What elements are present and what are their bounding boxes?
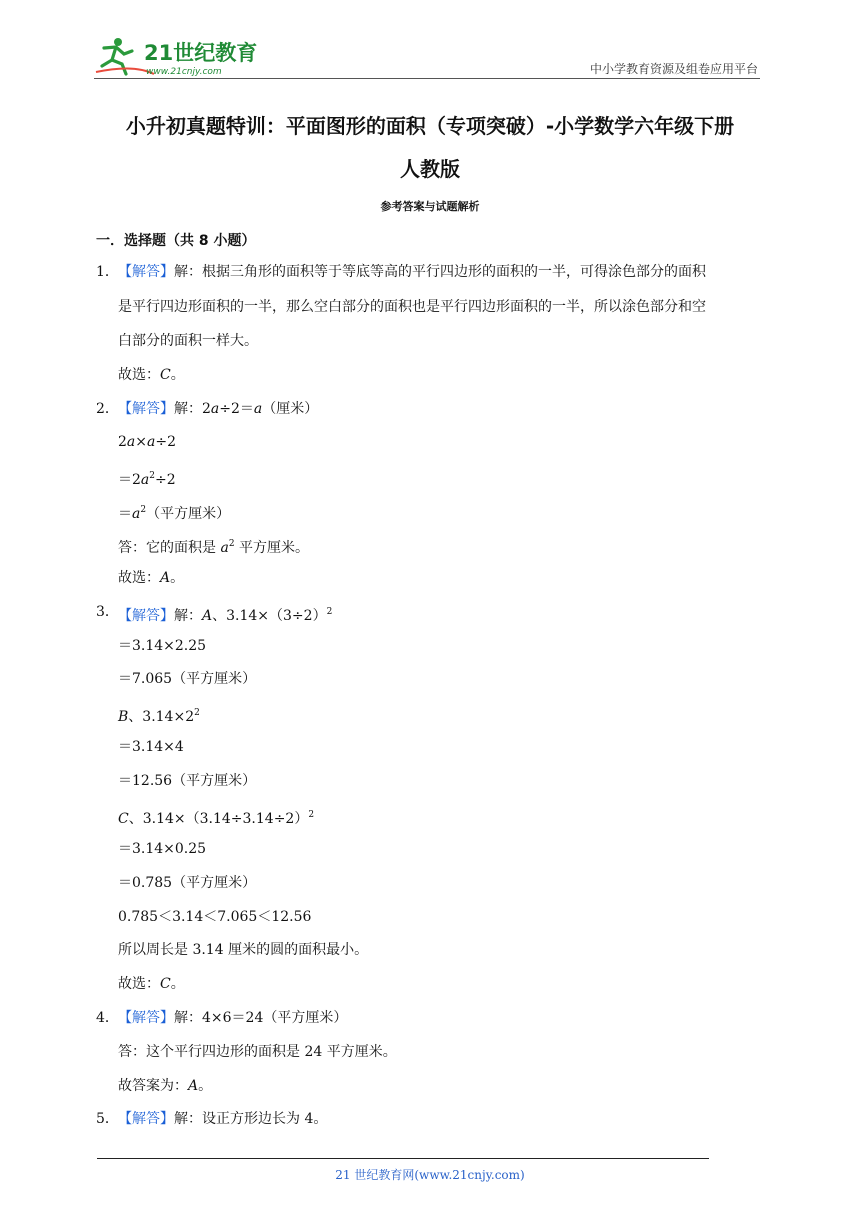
- question-number-3: 3．: [96, 604, 119, 620]
- q3-line-10: 0.785＜3.14＜7.065＜12.56: [118, 909, 312, 925]
- page-title-line2: 人教版: [400, 157, 460, 181]
- section-heading: 一．选择题（共 8 小题）: [96, 233, 256, 249]
- q4-line-1: 【解答】解：4×6＝24（平方厘米）: [118, 1010, 348, 1026]
- q3-line-1: 【解答】解：A、$3.14\times(3\div 2)^2$: [118, 607, 333, 624]
- footer-link[interactable]: 21 世纪教育网(www.21cnjy.com): [335, 1168, 525, 1182]
- q3-line-3: ＝7.065（平方厘米）: [118, 671, 257, 687]
- logo-21cnjy: [94, 34, 324, 78]
- q1-line-2: 是平行四边形面积的一半，那么空白部分的面积也是平行四边形面积的一半，所以涂色部分和空: [118, 299, 706, 315]
- subtitle: 参考答案与试题解析: [380, 200, 480, 213]
- q3-answer: 故选：C。: [118, 976, 185, 992]
- q2-line-1: 【解答】解：2a÷2＝a（厘米）: [118, 401, 319, 417]
- answer-tag: 【解答】: [118, 608, 174, 624]
- question-number-2: 2．: [96, 401, 119, 417]
- q2-line-5: 答：它的面积是 $a^2$ 平方厘米。: [118, 539, 309, 556]
- q3-line-6: ＝12.56（平方厘米）: [118, 773, 257, 789]
- answer-tag: 【解答】: [118, 264, 174, 280]
- footer-divider: [97, 1158, 709, 1159]
- platform-name: 中小学教育资源及组卷应用平台: [589, 62, 758, 76]
- q3-line-9: ＝0.785（平方厘米）: [118, 875, 257, 891]
- page-header: [94, 30, 760, 82]
- q3-line-4: B、$3.14\times 2^2$: [118, 708, 200, 725]
- q3-line-8: ＝3.14×0.25: [118, 841, 207, 857]
- q3-line-11: 所以周长是 3.14 厘米的圆的面积最小。: [118, 942, 369, 958]
- svg-text:www.21cnjy.com: www.21cnjy.com: [146, 67, 222, 77]
- svg-text:21世纪教育: 21世纪教育: [144, 41, 258, 65]
- question-number-5: 5．: [96, 1111, 119, 1127]
- page-title: 小升初真题特训：平面图形的面积（专项突破）-小学数学六年级下册: [125, 114, 735, 138]
- answer-tag: 【解答】: [118, 1111, 174, 1127]
- q1-line-3: 白部分的面积一样大。: [118, 333, 258, 349]
- q2-line-4: $=a^2$（平方厘米）: [118, 505, 231, 522]
- q4-answer: 故答案为：A。: [118, 1078, 213, 1094]
- q5-line-1: 【解答】解：设正方形边长为 4。: [118, 1111, 328, 1127]
- q4-line-2: 答：这个平行四边形的面积是 24 平方厘米。: [118, 1044, 397, 1060]
- q1-line-1: 【解答】解：根据三角形的面积等于等底等高的平行四边形的面积的一半，可得涂色部分的面积: [118, 264, 706, 280]
- answer-tag: 【解答】: [118, 401, 174, 417]
- header-divider: [94, 78, 760, 79]
- q2-line-3: $=2a^2\div 2$: [118, 471, 176, 488]
- question-number-4: 4．: [96, 1010, 119, 1026]
- q1-answer: 故选：C。: [118, 367, 185, 383]
- q3-line-5: ＝3.14×4: [118, 739, 184, 755]
- question-number-1: 1．: [96, 264, 119, 280]
- q3-line-7: C、$3.14\times(3.14\div 3.14\div 2)^2$: [118, 810, 315, 827]
- q2-answer: 故选：A。: [118, 570, 185, 586]
- q3-line-2: ＝3.14×2.25: [118, 638, 207, 654]
- answer-tag: 【解答】: [118, 1010, 174, 1026]
- q2-line-2: 2a×a÷2: [118, 434, 177, 450]
